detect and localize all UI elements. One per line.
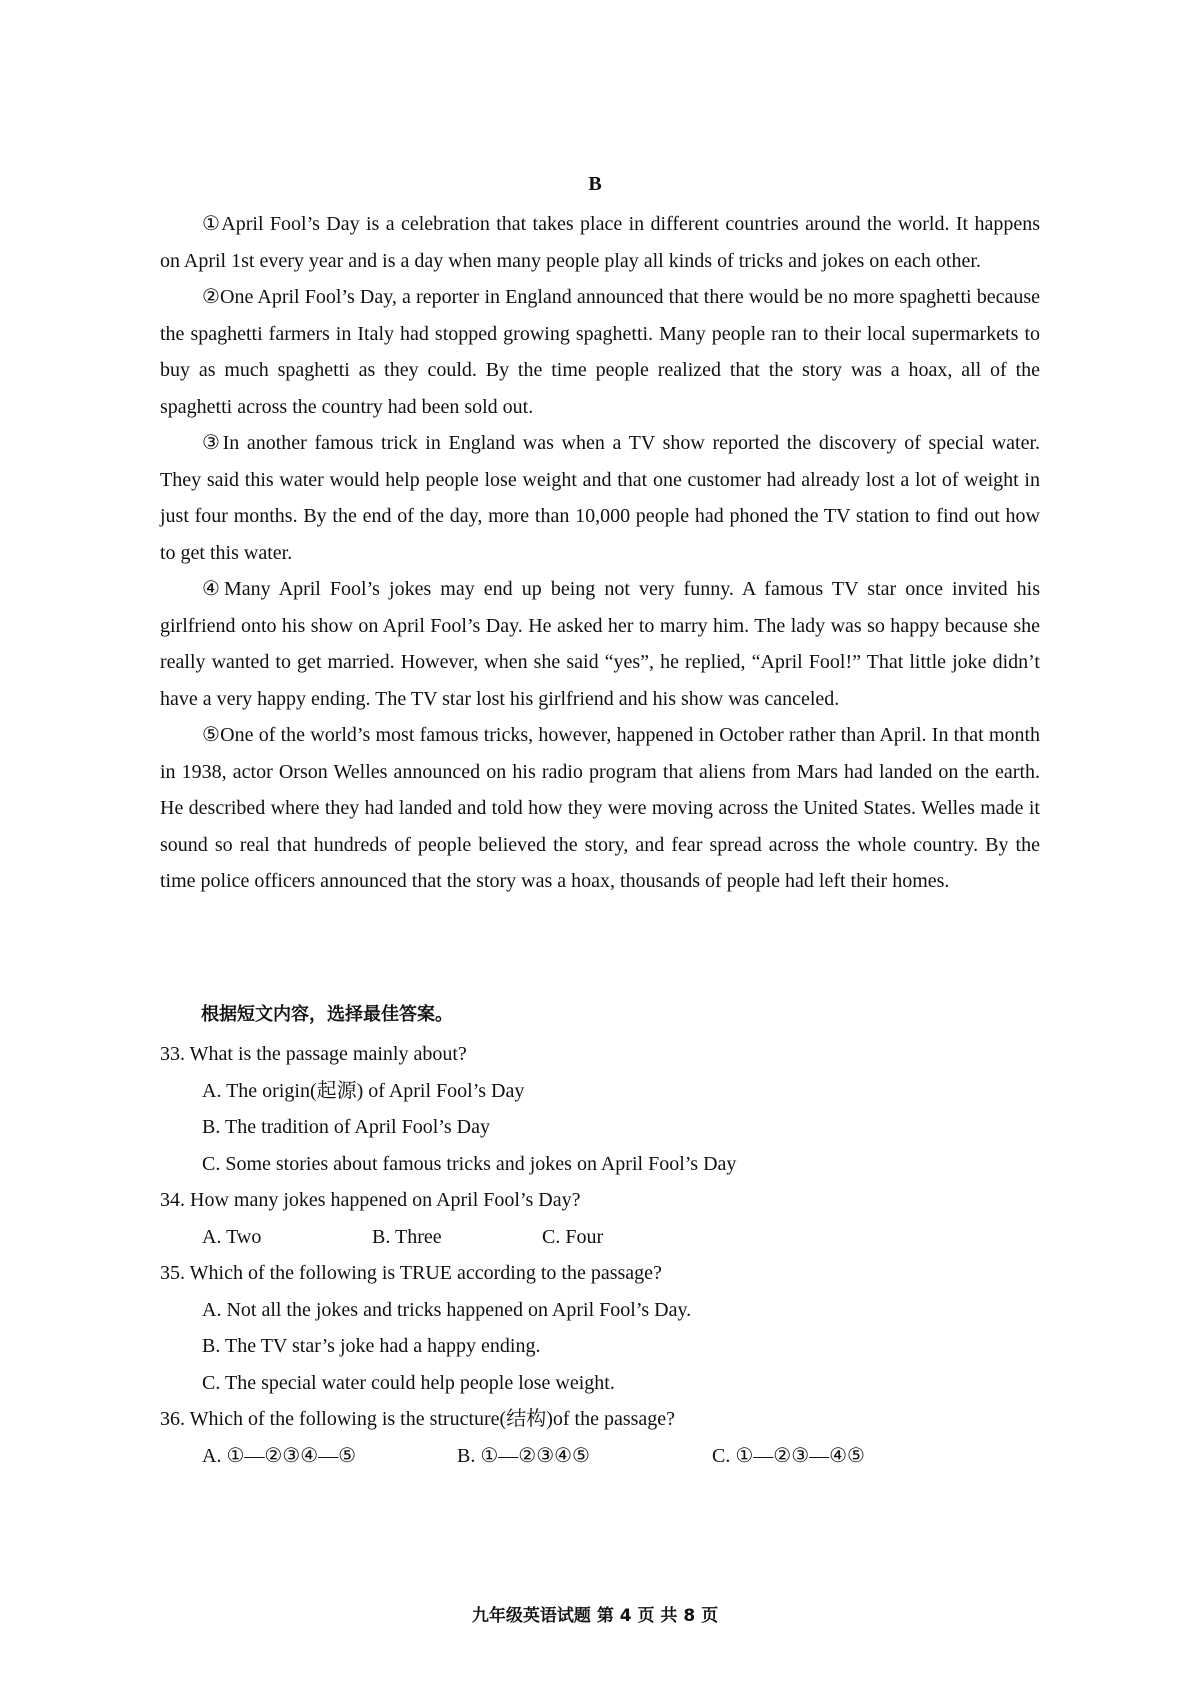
option-a: A. Two [202,1225,262,1248]
option-row [160,1219,1040,1256]
option-b: B. ①—②③④⑤ [457,1444,590,1467]
question-36 [160,1401,1040,1474]
option-a: A. ①—②③④—⑤ [202,1444,357,1467]
question-stem: 33. What is the passage mainly about? [160,1043,467,1065]
paragraph-3: ③In another famous trick in England was when a TV show reported the discovery of special water. They said this water would help people lose weight and that one customer had already lost a lot of weight in just four months. By the end of the day, more than 10,000 people had phoned the TV station to find out how to get this water. [160,432,1040,564]
question-33 [160,1036,1040,1182]
option-c: C. ①—②③—④⑤ [712,1444,865,1467]
section-title: B [588,173,602,195]
option-c: C. Four [542,1225,604,1248]
option-c: C. The special water could help people lose weight. [202,1371,615,1394]
paragraph-1: ①April Fool’s Day is a celebration that takes place in different countries around the world. It happens on April 1st every year and is a day when many people play all kinds of tricks and jokes on each other. [160,213,1040,272]
question-list [160,1036,1040,1474]
question-stem: 34. How many jokes happened on April Fool’s Day? [160,1189,581,1211]
reading-passage [160,206,1040,900]
page-footer: 九年级英语试题 第 4 页 共 8 页 [471,1606,719,1626]
option-b: B. The TV star’s joke had a happy ending. [202,1335,541,1357]
option-row [160,1438,1040,1475]
paragraph-5: ⑤One of the world’s most famous tricks, however, happened in October rather than April. In that month in 1938, actor Orson Welles announced on his radio program that aliens from Mars had landed on the earth. He described where they had landed and told how they were moving across the United States. Welles made it sound so real that hundreds of people believed the story, and fear spread across the whole country. By the time police officers announced that the story was a hoax, thousands of people had left their homes. [160,724,1040,892]
paragraph-4: ④Many April Fool’s jokes may end up being not very funny. A famous TV star once invited his girlfriend onto his show on April Fool’s Day. He asked her to marry him. The lady was so happy because she really wanted to get married. However, when she said “yes”, he replied, “April Fool!” That little joke didn’t have a very happy ending. The TV star lost his girlfriend and his show was canceled. [160,578,1040,710]
question-35 [160,1255,1040,1401]
paragraph-2: ②One April Fool’s Day, a reporter in England announced that there would be no more spaghetti because the spaghetti farmers in Italy had stopped growing spaghetti. Many people ran to their local supermarkets to buy as much spaghetti as they could. By the time people realized that the story was a hoax, all of the spaghetti across the country had been sold out. [160,286,1040,418]
option-a: A. The origin(起源) of April Fool’s Day [202,1079,525,1102]
option-b: B. Three [372,1225,442,1248]
option-b: B. The tradition of April Fool’s Day [202,1116,490,1138]
question-stem: 36. Which of the following is the structure(结构)of the passage? [160,1408,676,1430]
question-34 [160,1182,1040,1255]
option-c: C. Some stories about famous tricks and jokes on April Fool’s Day [202,1152,737,1175]
question-stem: 35. Which of the following is TRUE according to the passage? [160,1262,662,1284]
instruction: 根据短文内容，选择最佳答案。 [201,1004,453,1025]
option-a: A. Not all the jokes and tricks happened on April Fool’s Day. [202,1298,692,1321]
